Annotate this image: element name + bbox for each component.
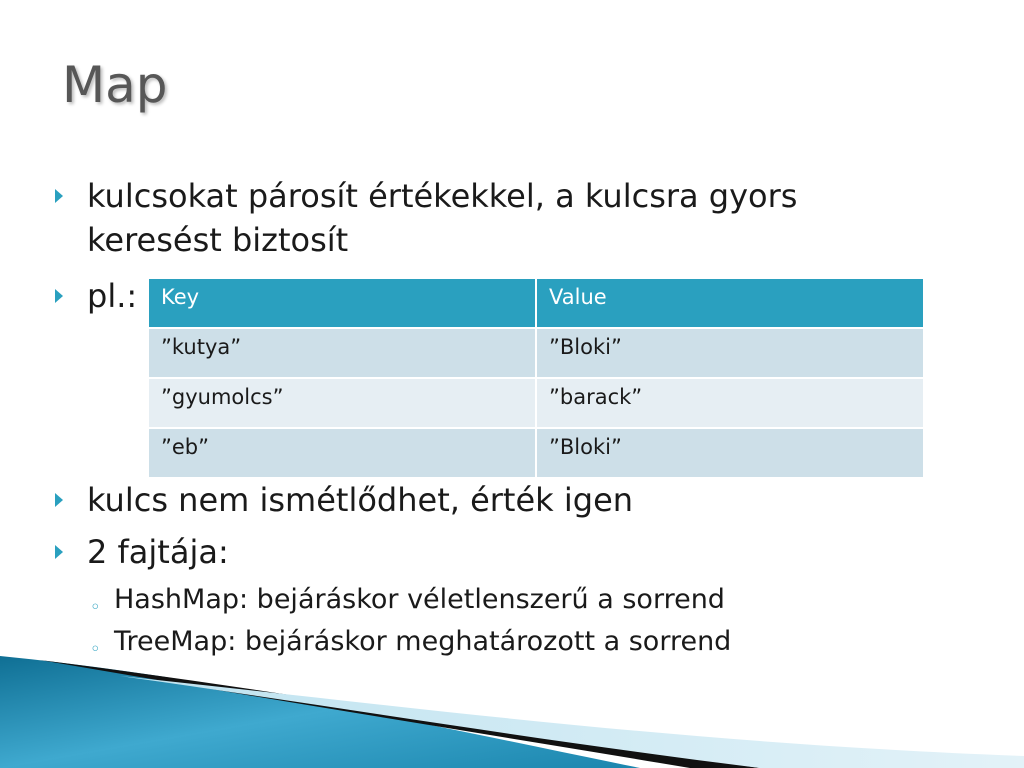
table-cell-key: ”kutya” (149, 328, 536, 378)
sub-bullet-text: HashMap: bejáráskor véletlenszerű a sorrend (114, 584, 725, 615)
bullet-triangle-icon (55, 189, 63, 203)
sub-bullet-circle-icon: ◦ (90, 597, 101, 618)
header-value: Value (536, 279, 923, 328)
table-row (149, 328, 923, 378)
table-header-row (149, 279, 923, 328)
slide-title: Map (62, 56, 168, 114)
bullet-triangle-icon (55, 545, 63, 559)
bullet-triangle-icon (55, 289, 63, 303)
bullet-text: kulcs nem ismétlődhet, érték igen (87, 481, 634, 519)
table-cell-value: ”Bloki” (536, 328, 923, 378)
bullet-text: kulcsokat párosít értékekkel, a kulcsra gyors keresést biztosít (87, 177, 798, 259)
bullet-text: 2 fajtája: (87, 533, 229, 571)
table-row (149, 378, 923, 428)
sub-bullet-text: TreeMap: bejáráskor meghatározott a sorrend (114, 626, 732, 657)
sub-bullet-circle-icon: ◦ (90, 639, 101, 660)
key-value-table (149, 279, 923, 479)
table-cell-value: ”barack” (536, 378, 923, 428)
header-key: Key (149, 279, 536, 328)
decorative-swoosh (0, 638, 1024, 768)
table-row (149, 428, 923, 478)
bullet-text: pl.: (87, 277, 138, 315)
table-cell-value: ”Bloki” (536, 428, 923, 478)
table-cell-key: ”eb” (149, 428, 536, 478)
table-cell-key: ”gyumolcs” (149, 378, 536, 428)
bullet-triangle-icon (55, 493, 63, 507)
